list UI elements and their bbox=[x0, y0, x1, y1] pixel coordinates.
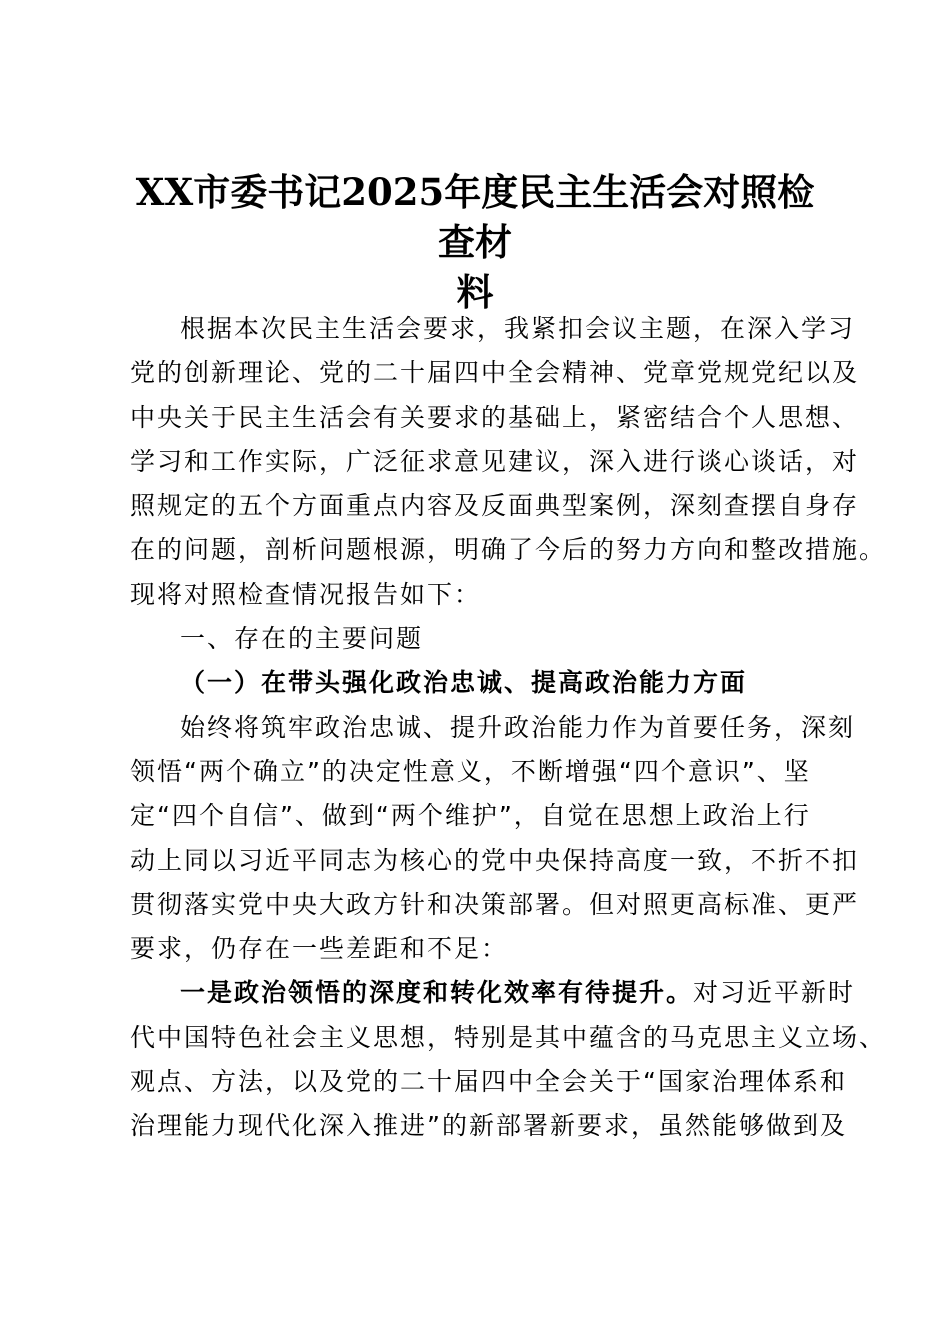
title-line-1: XX市委书记2025年度民主生活会对照检查材 bbox=[135, 170, 815, 264]
paragraph-line: 党的创新理论、党的二十届四中全会精神、党章党规党纪以及 bbox=[130, 358, 860, 388]
paragraph-line: 领悟“两个确立”的决定性意义，不断增强“四个意识”、坚 bbox=[130, 756, 811, 786]
document-body bbox=[130, 307, 887, 1149]
paragraph-line: 在的问题，剖析问题根源，明确了今后的努力方向和整改措施。 bbox=[130, 535, 887, 565]
section-heading: 一、存在的主要问题 bbox=[180, 624, 424, 654]
paragraph-line: 要求，仍存在一些差距和不足： bbox=[130, 934, 509, 964]
paragraph-line: 始终将筑牢政治忠诚、提升政治能力作为首要任务，深刻 bbox=[180, 712, 856, 742]
paragraph-line: 贯彻落实党中央大政方针和决策部署。但对照更高标准、更严 bbox=[130, 889, 860, 919]
paragraph-line: 治理能力现代化深入推进”的新部署新要求，虽然能够做到及 bbox=[130, 1111, 847, 1141]
paragraph-line: 学习和工作实际，广泛征求意见建议，深入进行谈心谈话，对 bbox=[130, 446, 860, 476]
point-text: 对习近平新时 bbox=[693, 978, 856, 1008]
paragraph-line: 代中国特色社会主义思想，特别是其中蕴含的马克思主义立场、 bbox=[130, 1022, 887, 1052]
paragraph-line: 现将对照检查情况报告如下： bbox=[130, 579, 482, 609]
paragraph-line: 动上同以习近平同志为核心的党中央保持高度一致，不折不扣 bbox=[130, 845, 860, 875]
paragraph-line: 观点、方法，以及党的二十届四中全会关于“国家治理体系和 bbox=[130, 1067, 847, 1097]
subsection-heading: （一）在带头强化政治忠诚、提高政治能力方面 bbox=[180, 668, 748, 698]
point-lead: 一是政治领悟的深度和转化效率有待提升。 bbox=[180, 978, 694, 1008]
paragraph-line: 根据本次民主生活会要求，我紧扣会议主题，在深入学习 bbox=[180, 314, 856, 343]
document-title bbox=[118, 167, 832, 317]
title-line-2: 料 bbox=[456, 270, 494, 314]
paragraph-line bbox=[130, 971, 856, 1015]
paragraph-line: 定“四个自信”、做到“两个维护”，自觉在思想上政治上行 bbox=[130, 801, 811, 831]
paragraph-line: 照规定的五个方面重点内容及反面典型案例，深刻查摆自身存 bbox=[130, 491, 860, 521]
paragraph-line: 中央关于民主生活会有关要求的基础上，紧密结合个人思想、 bbox=[130, 402, 860, 432]
